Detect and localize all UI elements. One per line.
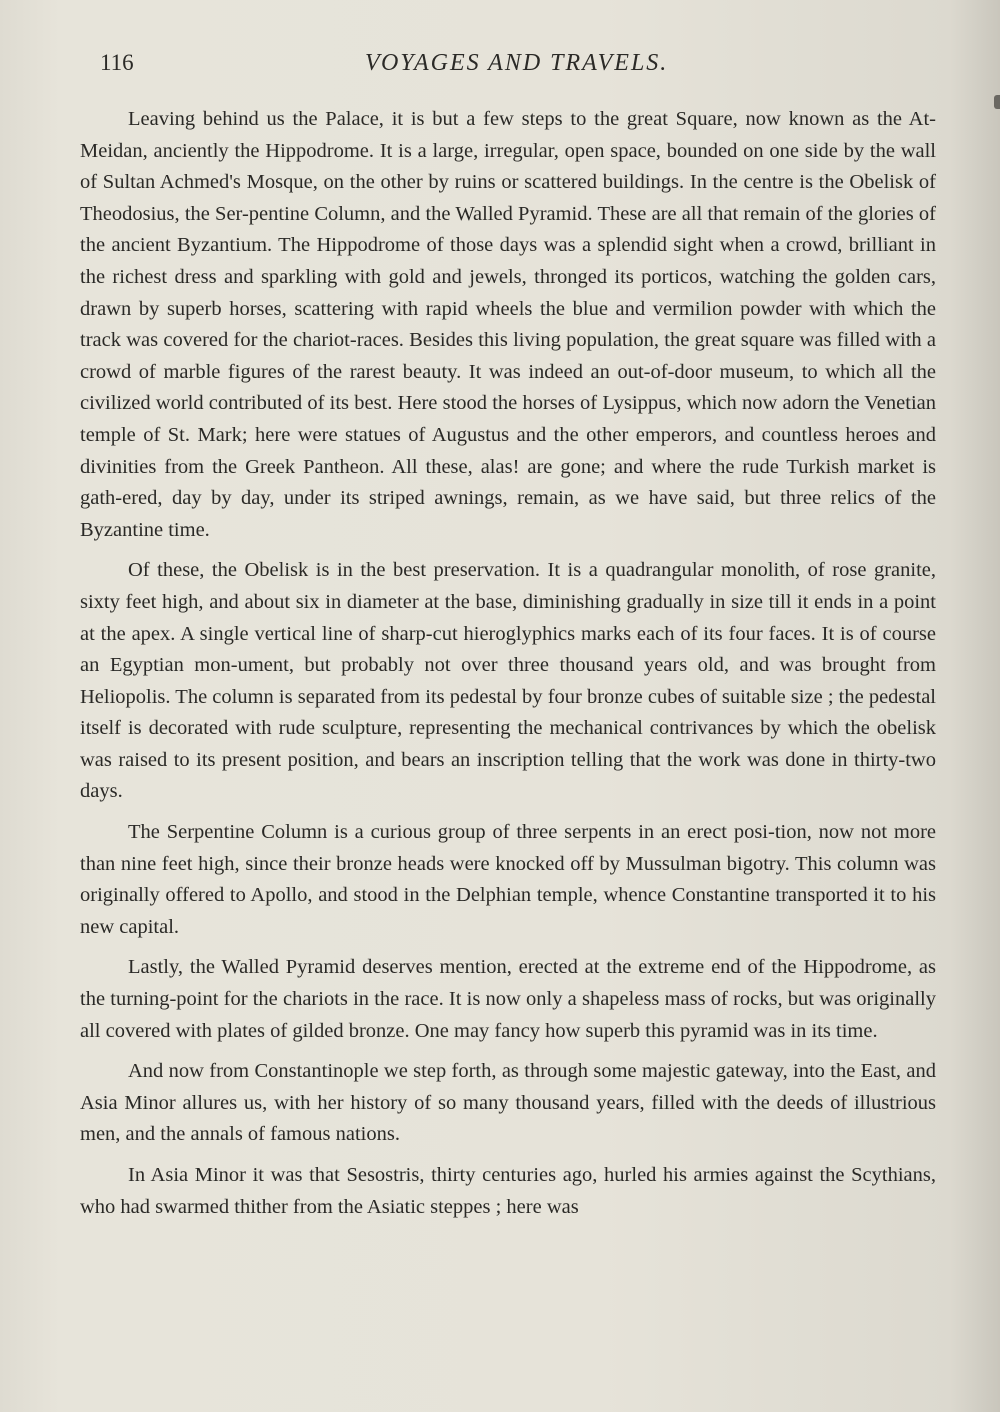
paragraph-asia-minor-intro: And now from Constantinople we step forth, as through some majestic gateway, into the East, and Asia Minor allures us, with her history of so many thousand years, filled with the deeds of illustrious men, and the annals of famous nations. [80,1060,936,1146]
paragraph-serpentine-column: The Serpentine Column is a curious group of three serpents in an erect posi-tion, now not more than nine feet high, since their bronze heads were knocked off by Mussulman bigotry. This column was originally offered to Apollo, and stood in the Delphian temple, whence Constantine transported it to his new capital. [80,821,936,938]
page-edge-mark [994,95,1000,109]
paragraph-obelisk: Of these, the Obelisk is in the best preservation. It is a quadrangular monolith, of rose granite, sixty feet high, and about six in diameter at the base, diminishing gradually in size till it ends in a point at the apex. A single vertical line of sharp-cut hieroglyphics marks each of its four faces. It is of course an Egyptian mon-ument, but probably not over three thousand years old, and was brought from Heliopolis. The column is separated from its pedestal by four bronze cubes of suitable size ; the pedestal itself is decorated with rude sculpture, representing the mechanical contrivances by which the obelisk was raised to its present position, and bears an inscription telling that the work was done in thirty-two days. [80,559,936,803]
paragraph-hippodrome: Leaving behind us the Palace, it is but a few steps to the great Square, now known as the At-Meidan, anciently the Hippodrome. It is a large, irregular, open space, bounded on one side by the wall of Sultan Achmed's Mosque, on the other by ruins or scattered buildings. In the centre is the Obelisk of Theodosius, the Ser-pentine Column, and the Walled Pyramid. These are all that remain of the glories of the ancient Byzantium. The Hippodrome of those days was a splendid sight when a crowd, brilliant in the richest dress and sparkling with gold and jewels, thronged its porticos, watching the golden cars, drawn by superb horses, scattering with rapid wheels the blue and vermilion powder with which the track was covered for the chariot-races. Besides this living population, the great square was filled with a crowd of marble figures of the rarest beauty. It was indeed an out-of-door museum, to which all the civilized world contributed of its best. Here stood the horses of Lysippus, which now adorn the Venetian temple of St. Mark; here were statues of Augustus and the other emperors, and countless heroes and divinities from the Greek Pantheon. All these, alas! are gone; and where the rude Turkish market is gath-ered, day by day, under its striped awnings, remain, as we have said, but three relics of the Byzantine time. [80,108,936,541]
running-head: VOYAGES AND TRAVELS. [365,50,669,76]
page-header [100,50,920,82]
body-text [80,104,936,1223]
paragraph-walled-pyramid: Lastly, the Walled Pyramid deserves mention, erected at the extreme end of the Hippodrome, as the turning-point for the chariots in the race. It is now only a shapeless mass of rocks, but was originally all covered with plates of gilded bronze. One may fancy how superb this pyramid was in its time. [80,956,936,1042]
paragraph-sesostris: In Asia Minor it was that Sesostris, thirty centuries ago, hurled his armies against the Scythians, who had swarmed thither from the Asiatic steppes ; here was [80,1164,936,1218]
page-number: 116 [100,50,134,75]
